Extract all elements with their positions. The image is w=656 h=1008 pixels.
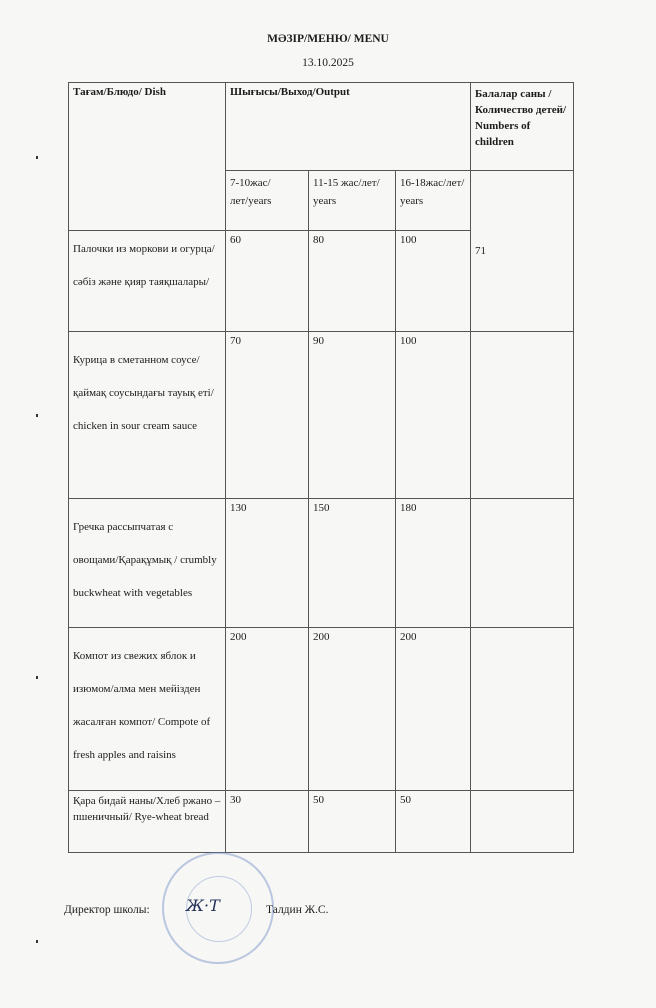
value-11-15: 90 <box>309 332 396 499</box>
header-age-11-15: 11-15 жас/лет/ years <box>309 171 396 231</box>
handwritten-signature: Ж·Т <box>186 896 220 915</box>
value-16-18: 180 <box>396 499 471 628</box>
children-count: 71 <box>471 171 574 332</box>
value-7-10: 30 <box>226 791 309 853</box>
value-11-15: 80 <box>309 231 396 332</box>
table-row <box>69 332 574 499</box>
header-children: Балалар саны /Количество детей/ Numbers of children <box>471 83 574 171</box>
value-7-10: 60 <box>226 231 309 332</box>
value-7-10: 200 <box>226 628 309 791</box>
value-11-15: 200 <box>309 628 396 791</box>
value-11-15: 150 <box>309 499 396 628</box>
signature-label: Директор школы: <box>64 904 150 916</box>
scan-mark <box>36 414 38 417</box>
value-16-18: 200 <box>396 628 471 791</box>
value-7-10: 130 <box>226 499 309 628</box>
dish-name: Қара бидай наны/Хлеб ржано – пшеничный/ Rye-wheat bread <box>69 791 226 853</box>
menu-table <box>68 82 574 853</box>
header-row <box>69 83 574 171</box>
scan-mark <box>36 156 38 159</box>
table-row <box>69 499 574 628</box>
dish-name: Курица в сметанном соусе/ қаймақ соусындағы тауық еті/ chicken in sour cream sauce <box>69 332 226 499</box>
value-11-15: 50 <box>309 791 396 853</box>
children-cell <box>471 791 574 853</box>
children-cell <box>471 332 574 499</box>
scan-mark <box>36 940 38 943</box>
value-16-18: 100 <box>396 231 471 332</box>
dish-name: Гречка рассыпчатая с овощами/Қарақұмық / crumbly buckwheat with vegetables <box>69 499 226 628</box>
value-16-18: 100 <box>396 332 471 499</box>
children-cell <box>471 499 574 628</box>
children-cell <box>471 628 574 791</box>
header-output: Шығысы/Выход/Output <box>226 83 471 171</box>
dish-name: Палочки из моркови и огурца/сәбіз және қияр таяқшалары/ <box>69 231 226 332</box>
value-16-18: 50 <box>396 791 471 853</box>
scan-mark <box>36 676 38 679</box>
table-row <box>69 628 574 791</box>
header-dish: Тағам/Блюдо/ Dish <box>69 83 226 231</box>
table-row <box>69 791 574 853</box>
signatory-name: Талдин Ж.С. <box>266 904 329 916</box>
document-title: МӘЗІР/МЕНЮ/ MENU <box>267 33 389 45</box>
header-age-16-18: 16-18жас/лет/ years <box>396 171 471 231</box>
dish-name: Компот из свежих яблок и изюмом/алма мен мейізден жасалған компот/ Compote of fresh apples and raisins <box>69 628 226 791</box>
header-age-7-10: 7-10жас/лет/years <box>226 171 309 231</box>
value-7-10: 70 <box>226 332 309 499</box>
document-date: 13.10.2025 <box>302 57 354 69</box>
